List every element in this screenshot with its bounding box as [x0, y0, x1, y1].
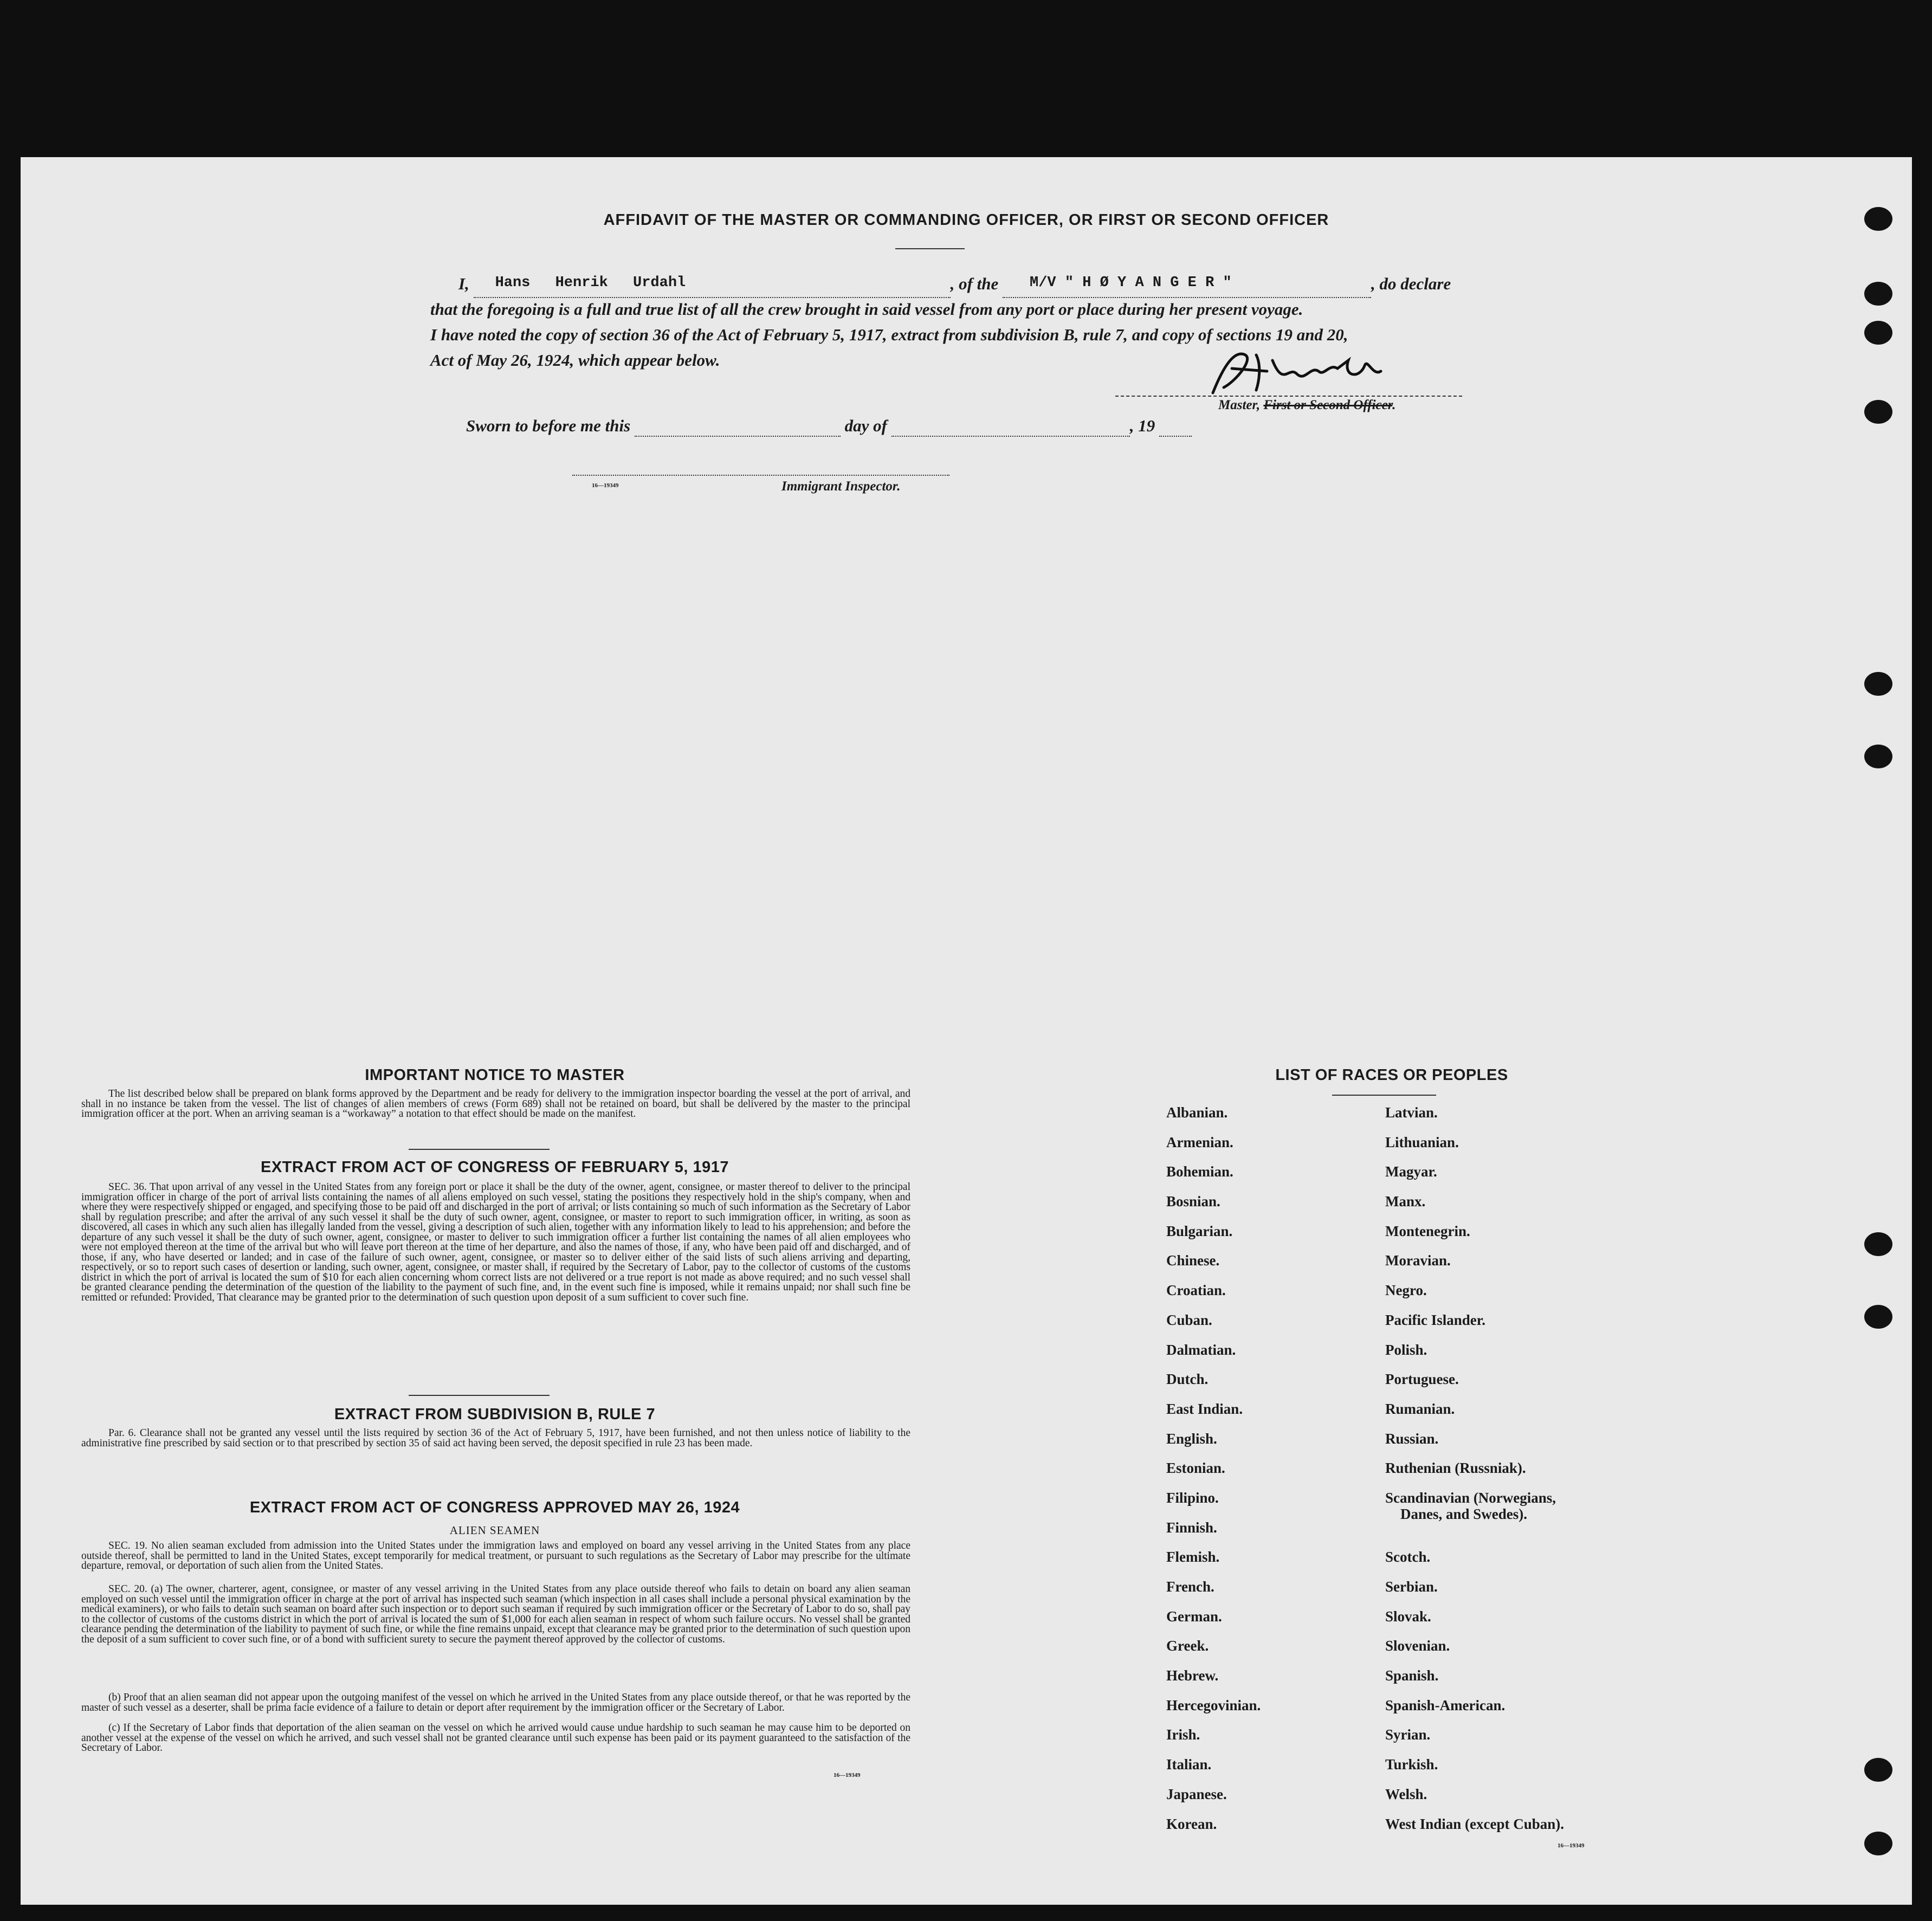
- race-item: Filipino.: [1166, 1489, 1219, 1506]
- race-item: Bulgarian.: [1166, 1223, 1233, 1239]
- sig-struck-label: First or Second Officer: [1263, 398, 1393, 412]
- declaration-line-1: [458, 271, 1451, 298]
- declaration-line-4: Act of May 26, 1924, which appear below.: [430, 351, 720, 370]
- race-item: Lithuanian.: [1385, 1134, 1459, 1150]
- punch-hole: [1864, 207, 1892, 231]
- master-signature: [1202, 344, 1408, 398]
- race-item: Croatian.: [1166, 1282, 1226, 1299]
- race-item: Serbian.: [1385, 1579, 1438, 1595]
- title-divider: [895, 248, 965, 249]
- extract-1924-title: EXTRACT FROM ACT OF CONGRESS APPROVED MAY 26, 1924: [249, 1499, 740, 1516]
- race-item: Greek.: [1166, 1638, 1209, 1654]
- race-item: Estonian.: [1166, 1460, 1225, 1477]
- punch-hole: [1864, 321, 1892, 345]
- signature-caption: [1218, 398, 1395, 413]
- race-item: Negro.: [1385, 1282, 1427, 1299]
- race-item: Cuban.: [1166, 1311, 1212, 1328]
- race-item: Spanish.: [1385, 1667, 1439, 1684]
- race-item: Armenian.: [1166, 1134, 1233, 1150]
- race-item: Magyar.: [1385, 1163, 1437, 1180]
- sec-20b-body: (b) Proof that an alien seaman did not appear upon the outgoing manifest of the vessel on which he arrived in the United States from any place outside thereof, or that he was reported by the master of such vessel as a deserter, shall be prima facie evidence of a failure to detain or deport after requirement by the immigration officer or the Secretary of Labor.: [81, 1692, 910, 1713]
- race-item: French.: [1166, 1579, 1214, 1595]
- sig-master-label: Master,: [1218, 398, 1261, 412]
- extract-form-number: 16—19349: [833, 1772, 861, 1778]
- document-sheet: [21, 157, 1912, 1905]
- extract-1924-subtitle: ALIEN SEAMEN: [449, 1524, 540, 1537]
- races-divider: [1332, 1095, 1436, 1096]
- punch-hole: [1864, 1758, 1892, 1782]
- punch-hole: [1864, 1232, 1892, 1256]
- race-item: Korean.: [1166, 1815, 1217, 1832]
- affidavit-title: AFFIDAVIT OF THE MASTER OR COMMANDING OFFICER, OR FIRST OR SECOND OFFICER: [603, 211, 1329, 229]
- race-item: Ruthenian (Russniak).: [1385, 1460, 1526, 1477]
- punch-hole: [1864, 282, 1892, 306]
- extract-1917-divider: [409, 1395, 550, 1396]
- notice-divider: [409, 1149, 550, 1150]
- race-item: Russian.: [1385, 1430, 1439, 1447]
- sec-20a-body: SEC. 20. (a) The owner, charterer, agent, consignee, or master of any vessel arriving in the United States from any place outside thereof who fails to detain on board any alien seaman employed on such vessel until the immigration officer in charge at the port of arrival has inspected such seaman (which inspection in all cases shall include a personal physical examination by the medical examiners), or who fails to detain such seaman on board after such inspection or to deport such seaman if required by such immigration officer or the Secretary of Labor to do so, shall pay to the collector of customs of the customs district in which the port of arrival is located the sum of $1,000 for each alien seaman in respect of whom such failure occurs. No vessel shall be granted clearance pending the determination of the liability to payment of such fine, or while the fine remains unpaid, except that clearance may be granted prior to the determination of such question upon the deposit of a sum sufficient to cover such fine, or of a bond with sufficient surety to secure the payment thereof approved by the collector of customs.: [81, 1583, 910, 1645]
- declaration-prefix: I,: [458, 274, 469, 293]
- inspector-label: Immigrant Inspector.: [781, 479, 901, 494]
- punch-hole: [1864, 1832, 1892, 1855]
- race-item: Flemish.: [1166, 1549, 1220, 1566]
- races-form-number: 16—19349: [1558, 1842, 1585, 1849]
- race-item: Pacific Islander.: [1385, 1311, 1485, 1328]
- race-item: Spanish-American.: [1385, 1697, 1505, 1713]
- punch-hole: [1864, 672, 1892, 696]
- race-item: Slovenian.: [1385, 1638, 1450, 1654]
- race-item: Dalmatian.: [1166, 1341, 1236, 1358]
- race-item: West Indian (except Cuban).: [1385, 1815, 1565, 1832]
- race-item: Scandinavian (Norwegians,: [1385, 1489, 1556, 1506]
- sworn-prefix: Sworn to before me this: [466, 416, 631, 435]
- race-item: Bohemian.: [1166, 1163, 1233, 1180]
- punch-hole: [1864, 1305, 1892, 1329]
- races-title: LIST OF RACES OR PEOPLES: [1275, 1066, 1508, 1084]
- race-item: Turkish.: [1385, 1756, 1438, 1773]
- race-item: Scotch.: [1385, 1549, 1431, 1566]
- officer-name: Hans Henrik Urdahl: [495, 275, 686, 291]
- race-item: Montenegrin.: [1385, 1223, 1470, 1239]
- races-column-2: [1385, 1104, 1564, 1845]
- sig-period: .: [1392, 398, 1396, 412]
- extract-1917-title: EXTRACT FROM ACT OF CONGRESS OF FEBRUARY 5, 1917: [260, 1159, 729, 1176]
- race-item: Bosnian.: [1166, 1193, 1220, 1210]
- race-item: Italian.: [1166, 1756, 1212, 1773]
- race-item: Hebrew.: [1166, 1667, 1219, 1684]
- inspector-signature-line: [572, 474, 949, 476]
- declaration-line-3: I have noted the copy of section 36 of the Act of February 5, 1917, extract from subdivision B, rule 7, and copy of sections 19 and 20,: [430, 325, 1348, 344]
- race-item: Danes, and Swedes).: [1400, 1505, 1528, 1522]
- vessel-name: M/V " H Ø Y A N G E R ": [1030, 275, 1232, 291]
- signature-line: [1115, 394, 1462, 397]
- race-item: Welsh.: [1385, 1786, 1427, 1802]
- race-item: Irish.: [1166, 1726, 1200, 1743]
- punch-hole: [1864, 400, 1892, 424]
- race-item: Moravian.: [1385, 1252, 1451, 1269]
- sworn-line: [466, 416, 1192, 437]
- race-item: Albanian.: [1166, 1104, 1228, 1121]
- of-the-text: , of the: [950, 274, 999, 293]
- do-declare-text: , do declare: [1371, 274, 1451, 293]
- sworn-day-label: day of: [844, 416, 887, 435]
- extract-rule7-title: EXTRACT FROM SUBDIVISION B, RULE 7: [334, 1406, 656, 1423]
- race-item: Portuguese.: [1385, 1371, 1459, 1388]
- race-item: German.: [1166, 1608, 1222, 1625]
- race-item: English.: [1166, 1430, 1217, 1447]
- race-item: Slovak.: [1385, 1608, 1431, 1625]
- punch-hole: [1864, 745, 1892, 768]
- races-column-1: [1166, 1104, 1261, 1845]
- race-item: Hercegovinian.: [1166, 1697, 1261, 1713]
- affidavit-form-number: 16—19349: [592, 482, 619, 489]
- race-item: Japanese.: [1166, 1786, 1227, 1802]
- notice-title: IMPORTANT NOTICE TO MASTER: [365, 1066, 625, 1084]
- race-item: Syrian.: [1385, 1726, 1431, 1743]
- race-item: East Indian.: [1166, 1400, 1243, 1417]
- race-item: Dutch.: [1166, 1371, 1209, 1388]
- race-item: Chinese.: [1166, 1252, 1220, 1269]
- race-item: Rumanian.: [1385, 1400, 1455, 1417]
- race-item: Polish.: [1385, 1341, 1427, 1358]
- race-item: Manx.: [1385, 1193, 1426, 1210]
- declaration-line-2: that the foregoing is a full and true list of all the crew brought in said vessel from any port or place during her present voyage.: [430, 300, 1303, 319]
- sec-20c-body: (c) If the Secretary of Labor finds that deportation of the alien seaman on the vessel on which he arrived would cause undue hardship to such seaman he may cause him to be deported on another vessel at the expense of the vessel on which he arrived, and such vessel shall not be granted clearance until such expense has been paid or its payment guaranteed to the satisfaction of the Secretary of Labor.: [81, 1722, 910, 1754]
- sec-19-body: SEC. 19. No alien seaman excluded from admission into the United States under the immigration laws and employed on board any vessel arriving in the United States from any place outside thereof, shall be permitted to land in the United States, except temporarily for medical treatment, or pursuant to such regulations as the Secretary of Labor may prescribe for the ultimate departure, removal, or deportation of such alien from the United States.: [81, 1540, 910, 1571]
- sworn-year-label: , 19: [1129, 416, 1155, 435]
- extract-1917-body: SEC. 36. That upon arrival of any vessel in the United States from any foreign port or place it shall be the duty of the owner, agent, consignee, or master thereof to deliver to the principal immigration officer in charge of the port of arrival lists containing the names of all aliens employed on such vessel, stating the positions they respectively hold in the ship's company, when and where they were respectively shipped or engaged, and specifying those to be paid off and discharged in the port of arrival; or lists containing so much of such information as the Secretary of Labor shall by regulation prescribe; and after the arrival of any such vessel it shall be the duty of such owner, agent, consignee, or master to report to such immigration officer, in writing, as soon as discovered, all cases in which any such alien has illegally landed from the vessel, giving a description of such alien, together with any information likely to lead to his apprehension; and before the departure of any such vessel it shall be the duty of such owner, agent, consignee, or master to deliver to such immigration officer a further list containing the names of all alien employees who were not employed thereon at the time of the arrival but who will leave port thereon at the time of her departure, and also the names of those, if any, who have been paid off and discharged, and of those, if any, who have deserted or landed; and in case of the failure of such owner, agent, consignee, or master so to deliver either of the said lists of such aliens arriving and departing, respectively, or so to report such cases of desertion or landing, such owner, agent, consignee, or master shall, if required by the Secretary of Labor, pay to the collector of customs of the customs district in which the port of arrival is located the sum of $10 for each alien concerning whom correct lists are not delivered or a true report is not made as above required; and no such vessel shall be granted clearance pending the determination of the question of the liability to the payment of such fine, and, in the event such fine is imposed, while it remains unpaid; nor shall such fine be remitted or refunded: Provided, That clearance may be granted prior to the determination of such question upon deposit of a sum sufficient to cover such fine.: [81, 1181, 910, 1303]
- race-item: Latvian.: [1385, 1104, 1438, 1121]
- extract-rule7-body: Par. 6. Clearance shall not be granted any vessel until the lists required by section 36 of the Act of February 5, 1917, have been furnished, and not then unless notice of liability to the administrative fine prescribed by said section or to that prescribed by section 35 of said act having been served, the deposit specified in rule 23 has been made.: [81, 1427, 910, 1449]
- race-item: Finnish.: [1166, 1519, 1217, 1536]
- notice-body: The list described below shall be prepared on blank forms approved by the Department and be ready for delivery to the immigration inspector boarding the vessel at the port of arrival, and shall in no instance be taken from the vessel. The list of changes of alien members of crews (Form 689) shall not be retained on board, but shall be delivered by the master to the principal immigration officer at the port. When an arriving seaman is a “workaway” a notation to that effect should be made on the manifest.: [81, 1088, 910, 1120]
